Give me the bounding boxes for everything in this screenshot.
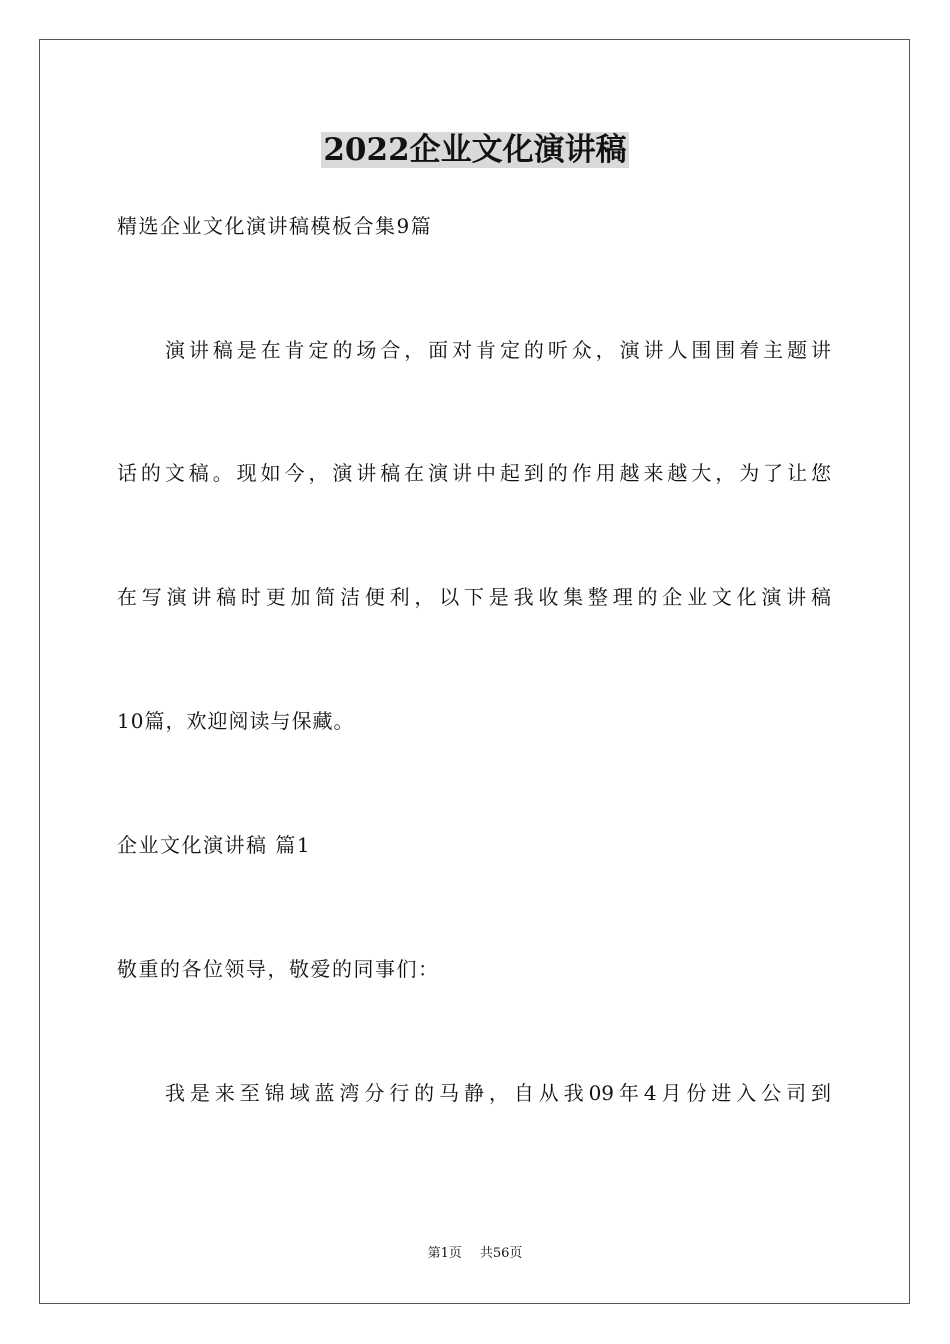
page-total: 共56页: [479, 1246, 523, 1261]
intro-line-4: 10篇，欢迎阅读与保藏。: [117, 709, 355, 733]
page-footer: [0, 1244, 950, 1264]
intro-line-3: 在写演讲稿时更加简洁便利，以下是我收集整理的企业文化演讲稿: [117, 585, 831, 609]
salutation: 敬重的各位领导，敬爱的同事们：: [117, 957, 440, 981]
intro-line-2: 话的文稿。现如今，演讲稿在演讲中起到的作用越来越大，为了让您: [117, 461, 831, 485]
document-subtitle: 精选企业文化演讲稿模板合集9篇: [117, 214, 433, 238]
section-heading: 企业文化演讲稿 篇1: [117, 833, 312, 857]
document-title-text: 2022企业文化演讲稿: [323, 132, 627, 168]
document-title: [0, 128, 950, 172]
body-line-1: 我是来至锦域蓝湾分行的马静，自从我09年4月份进入公司到: [165, 1081, 831, 1105]
intro-line-1: 演讲稿是在肯定的场合，面对肯定的听众，演讲人围围着主题讲: [165, 338, 831, 362]
page-number: 第1页: [427, 1246, 462, 1261]
